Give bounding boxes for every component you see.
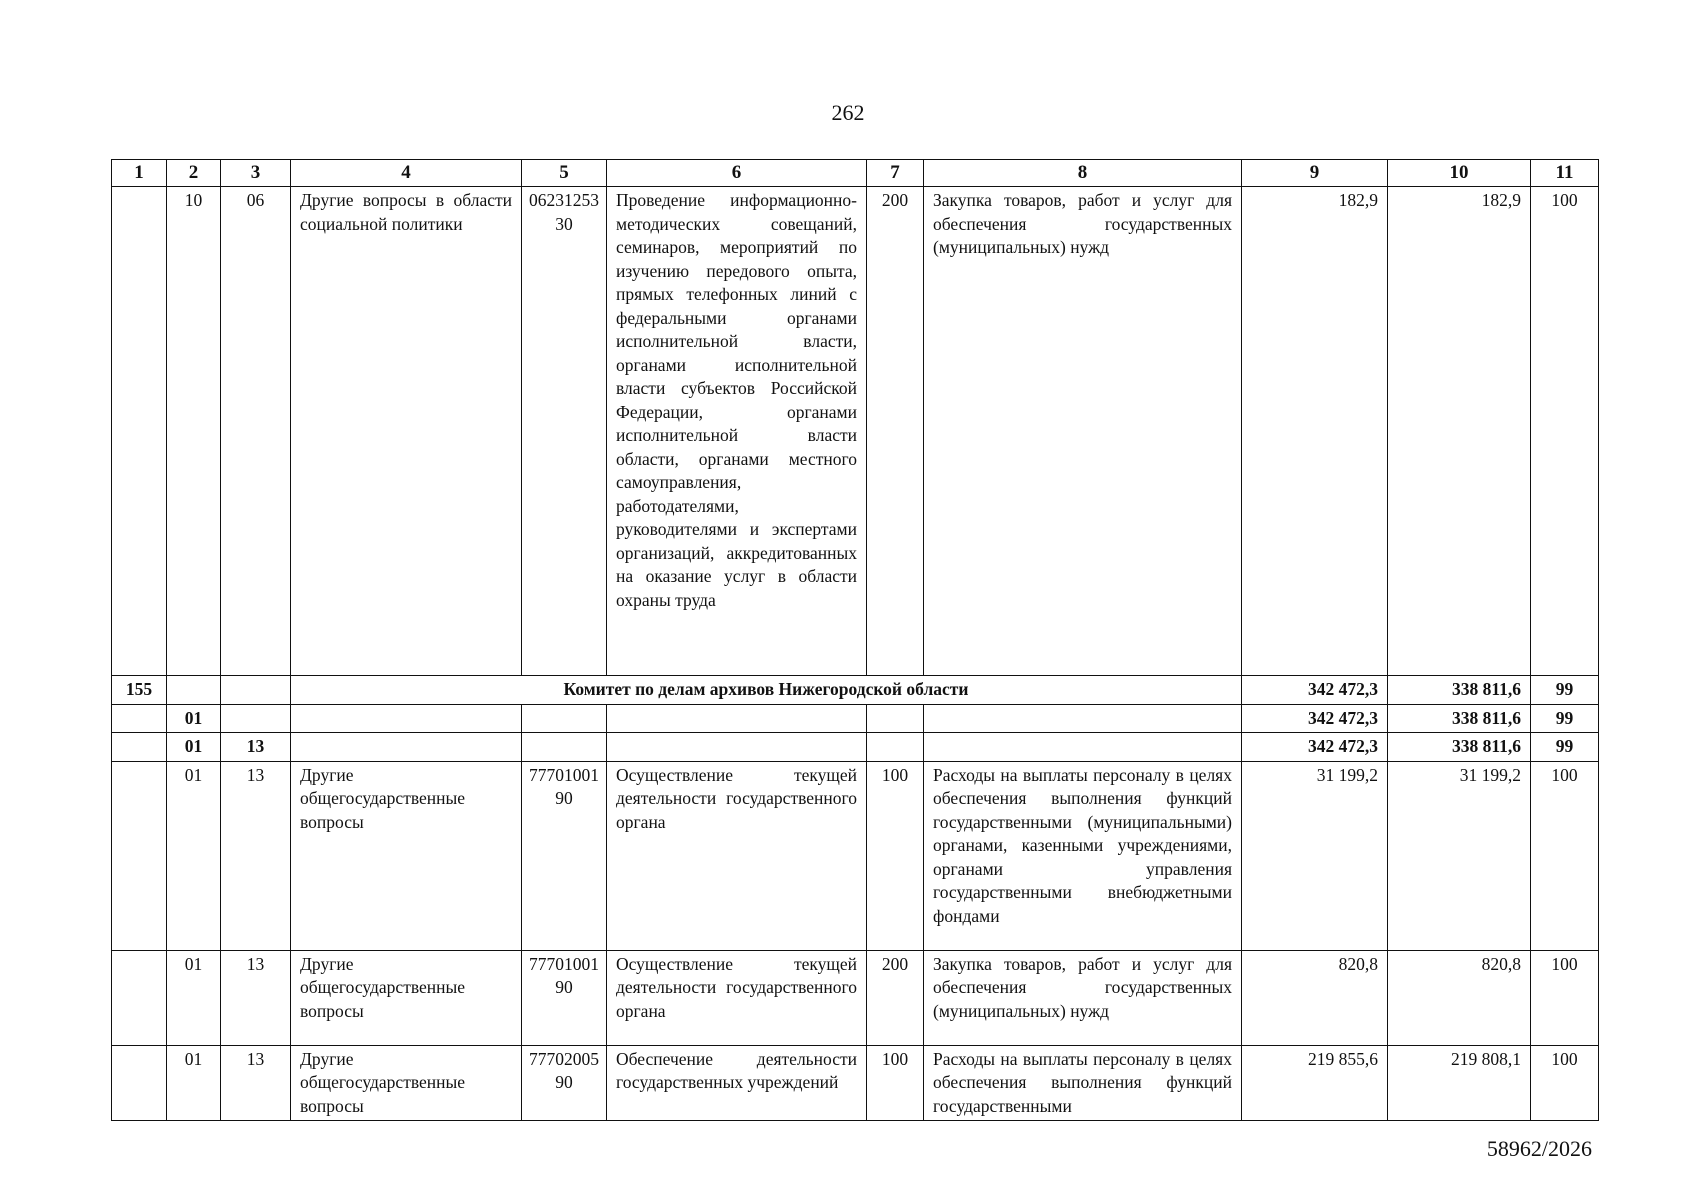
header-cell: 2: [167, 160, 221, 187]
table-cell: [522, 733, 607, 762]
table-cell: Обеспечение деятельности государственных учреждений: [607, 1045, 867, 1121]
table-cell: [221, 676, 291, 705]
table-cell: Осуществление текущей деятельности государственного органа: [607, 761, 867, 950]
header-cell: 3: [221, 160, 291, 187]
table-cell: Расходы на выплаты персоналу в целях обеспечения выполнения функций государственными: [924, 1045, 1242, 1121]
table-cell: 10: [167, 187, 221, 676]
table-cell: [522, 704, 607, 733]
table-cell: [112, 187, 167, 676]
table-cell: [924, 704, 1242, 733]
table-row: [112, 761, 1599, 950]
table-cell: 99: [1531, 733, 1599, 762]
header-cell: 1: [112, 160, 167, 187]
table-cell: 182,9: [1388, 187, 1531, 676]
table-cell: 100: [1531, 950, 1599, 1045]
table-cell: 01: [167, 761, 221, 950]
header-cell: 11: [1531, 160, 1599, 187]
section-row: [112, 676, 1599, 705]
table-cell: 7770100190: [522, 950, 607, 1045]
table-cell: 01: [167, 950, 221, 1045]
table-cell: 13: [221, 1045, 291, 1121]
table-cell: [291, 733, 522, 762]
table-cell: 182,9: [1242, 187, 1388, 676]
document-code: 58962/2026: [1486, 1136, 1592, 1161]
table-cell: 31 199,2: [1388, 761, 1531, 950]
table-cell: [221, 704, 291, 733]
table-cell: [112, 761, 167, 950]
table-cell: 100: [1531, 761, 1599, 950]
table-cell: [112, 704, 167, 733]
table-cell: 338 811,6: [1388, 733, 1531, 762]
table-cell: 820,8: [1242, 950, 1388, 1045]
table-cell: 100: [867, 761, 924, 950]
table-cell: [867, 704, 924, 733]
table-cell: [867, 733, 924, 762]
table-cell: [607, 733, 867, 762]
table-cell: 200: [867, 187, 924, 676]
table-cell: 342 472,3: [1242, 676, 1388, 705]
table-cell: 31 199,2: [1242, 761, 1388, 950]
table-cell: [112, 1045, 167, 1121]
header-cell: 8: [924, 160, 1242, 187]
table-cell: 13: [221, 761, 291, 950]
header-cell: 10: [1388, 160, 1531, 187]
table-cell: 338 811,6: [1388, 704, 1531, 733]
table-cell: [112, 733, 167, 762]
header-cell: 6: [607, 160, 867, 187]
header-row: [112, 160, 1599, 187]
table-cell: Расходы на выплаты персоналу в целях обеспечения выполнения функций государственными (муниципальными) органами, казенными учреждениями, органами управления государственными внебюджетными фондами: [924, 761, 1242, 950]
table-cell: 7770200590: [522, 1045, 607, 1121]
table-cell: 100: [867, 1045, 924, 1121]
table-cell: Другие общегосударственные вопросы: [291, 950, 522, 1045]
table-row: [112, 1045, 1599, 1121]
table-cell: 13: [221, 733, 291, 762]
table-cell: Закупка товаров, работ и услуг для обеспечения государственных (муниципальных) нужд: [924, 187, 1242, 676]
table-row: [112, 187, 1599, 676]
table-cell: 01: [167, 704, 221, 733]
table-cell: Закупка товаров, работ и услуг для обеспечения государственных (муниципальных) нужд: [924, 950, 1242, 1045]
header-cell: 4: [291, 160, 522, 187]
header-cell: 5: [522, 160, 607, 187]
table-row: [112, 704, 1599, 733]
table-cell: 342 472,3: [1242, 704, 1388, 733]
budget-table: [111, 159, 1599, 1121]
table-cell: 200: [867, 950, 924, 1045]
table-cell: 99: [1531, 676, 1599, 705]
table-cell: 338 811,6: [1388, 676, 1531, 705]
page-number: 262: [831, 100, 865, 125]
table-cell: [291, 704, 522, 733]
table-cell: 219 808,1: [1388, 1045, 1531, 1121]
table-cell: 13: [221, 950, 291, 1045]
table-cell: Осуществление текущей деятельности государственного органа: [607, 950, 867, 1045]
table-cell: 820,8: [1388, 950, 1531, 1045]
section-title: Комитет по делам архивов Нижегородской области: [291, 676, 1242, 705]
table-row: [112, 950, 1599, 1045]
table-cell: 01: [167, 1045, 221, 1121]
table-cell: Проведение информационно-методических совещаний, семинаров, мероприятий по изучению передового опыта, прямых телефонных линий с федеральными органами исполнительной власти, органами исполнительной власти субъектов Российской Федерации, органами исполнительной власти области, органами местного самоуправления, работодателями, руководителями и экспертами организаций, аккредитованных на оказание услуг в области охраны труда: [607, 187, 867, 676]
table-cell: 100: [1531, 187, 1599, 676]
table-row: [112, 733, 1599, 762]
table-cell: 06: [221, 187, 291, 676]
table-cell: [607, 704, 867, 733]
table-cell: 100: [1531, 1045, 1599, 1121]
table-cell: 155: [112, 676, 167, 705]
table-cell: 342 472,3: [1242, 733, 1388, 762]
table-cell: [924, 733, 1242, 762]
table-cell: 7770100190: [522, 761, 607, 950]
table-cell: Другие общегосударственные вопросы: [291, 1045, 522, 1121]
table-cell: [112, 950, 167, 1045]
header-cell: 9: [1242, 160, 1388, 187]
header-cell: 7: [867, 160, 924, 187]
table-cell: 219 855,6: [1242, 1045, 1388, 1121]
table-cell: Другие общегосударственные вопросы: [291, 761, 522, 950]
table-cell: 0623125330: [522, 187, 607, 676]
table-cell: 01: [167, 733, 221, 762]
table-cell: [167, 676, 221, 705]
table-cell: Другие вопросы в области социальной политики: [291, 187, 522, 676]
table-cell: 99: [1531, 704, 1599, 733]
